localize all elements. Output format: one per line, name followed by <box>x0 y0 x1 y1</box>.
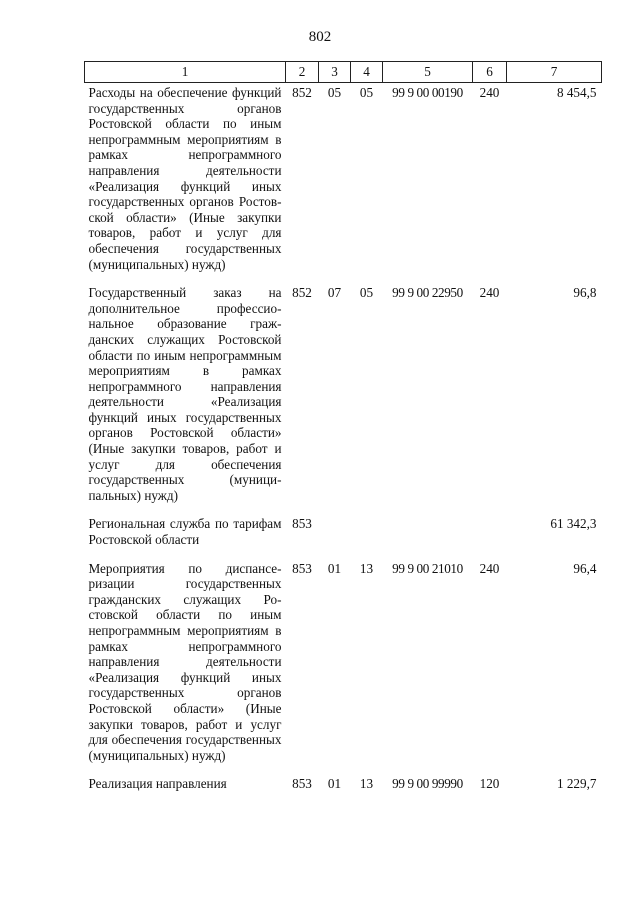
column-header: 6 <box>473 62 507 83</box>
target-article-code: 99 9 00 22950 <box>392 285 463 301</box>
budget-table <box>84 61 602 805</box>
section-code: 05 <box>327 85 342 100</box>
ministry-code: 852 <box>292 85 312 100</box>
target-article-code <box>383 516 473 560</box>
section-code: 01 <box>327 560 342 576</box>
target-article-code: 99 9 00 21010 <box>392 560 463 576</box>
expense-name: Расходы на обеспечение функций государственных органов Ростовской области по иным непрограммным мероприятиям в рамках непрограммного направления деятельности «Реализация функций иных государственных органов Ростовской области» (Иные закупки товаров, работ и услуг для обеспечения государственных (муниципальных) нужд) <box>88 85 282 272</box>
amount: 1 229,7 <box>556 776 597 792</box>
ministry-code: 852 <box>292 285 312 301</box>
subsection-code <box>351 516 383 560</box>
table-row <box>85 285 602 516</box>
column-header: 5 <box>383 62 473 83</box>
subsection-code: 13 <box>359 560 374 576</box>
header-row <box>85 62 602 83</box>
section-code: 01 <box>327 776 342 792</box>
amount: 96,8 <box>573 285 597 301</box>
ministry-code: 853 <box>292 516 312 532</box>
column-header: 2 <box>286 62 319 83</box>
table-row <box>85 561 602 777</box>
expense-type-code: 240 <box>479 560 500 576</box>
expense-type-code: 240 <box>479 285 500 301</box>
column-header: 7 <box>507 62 602 83</box>
expense-type-code: 240 <box>479 85 500 100</box>
target-article-code: 99 9 00 99990 <box>392 776 463 792</box>
section-code <box>319 516 351 560</box>
amount: 61 342,3 <box>550 516 597 532</box>
expense-name: Региональная служба по тарифам Ростовской области <box>88 516 282 548</box>
ministry-code: 853 <box>292 560 312 576</box>
expense-type-code: 120 <box>479 776 500 792</box>
expense-type-code <box>473 516 507 560</box>
target-article-code: 99 9 00 00190 <box>392 85 463 100</box>
expense-name: Государственный заказ на дополнительное профессиональное образование гражданских служащих Ростовской области по иным непрограммным мероприятиям в рамках непрограммного направления деятельности «Реализация функций иных государственных органов Ростовской области» (Иные закупки товаров, работ и услуг для обеспечения государственных (муниципальных) нужд) <box>88 285 282 503</box>
subsection-code: 05 <box>359 285 374 301</box>
section-code: 07 <box>327 285 342 301</box>
table-row <box>85 776 602 805</box>
expense-name: Мероприятия по диспансеризации государственных гражданских служащих Ростовской области по иным непрограммным мероприятиям в рамках непрограммного направления деятельности «Реализация функций иных государственных органов Ростовской области» (Иные закупки товаров, работ и услуг для обеспечения государственных (муниципальных) нужд) <box>88 560 282 763</box>
amount: 8 454,5 <box>556 85 597 100</box>
table-row <box>85 516 602 560</box>
table-row <box>85 83 602 286</box>
column-header: 3 <box>319 62 351 83</box>
subsection-code: 05 <box>359 85 374 100</box>
subsection-code: 13 <box>359 776 374 792</box>
amount: 96,4 <box>573 560 597 576</box>
page-number: 802 <box>308 29 332 45</box>
column-header: 4 <box>351 62 383 83</box>
ministry-code: 853 <box>292 776 312 792</box>
expense-name: Реализация направления <box>88 776 227 792</box>
column-header: 1 <box>85 62 286 83</box>
